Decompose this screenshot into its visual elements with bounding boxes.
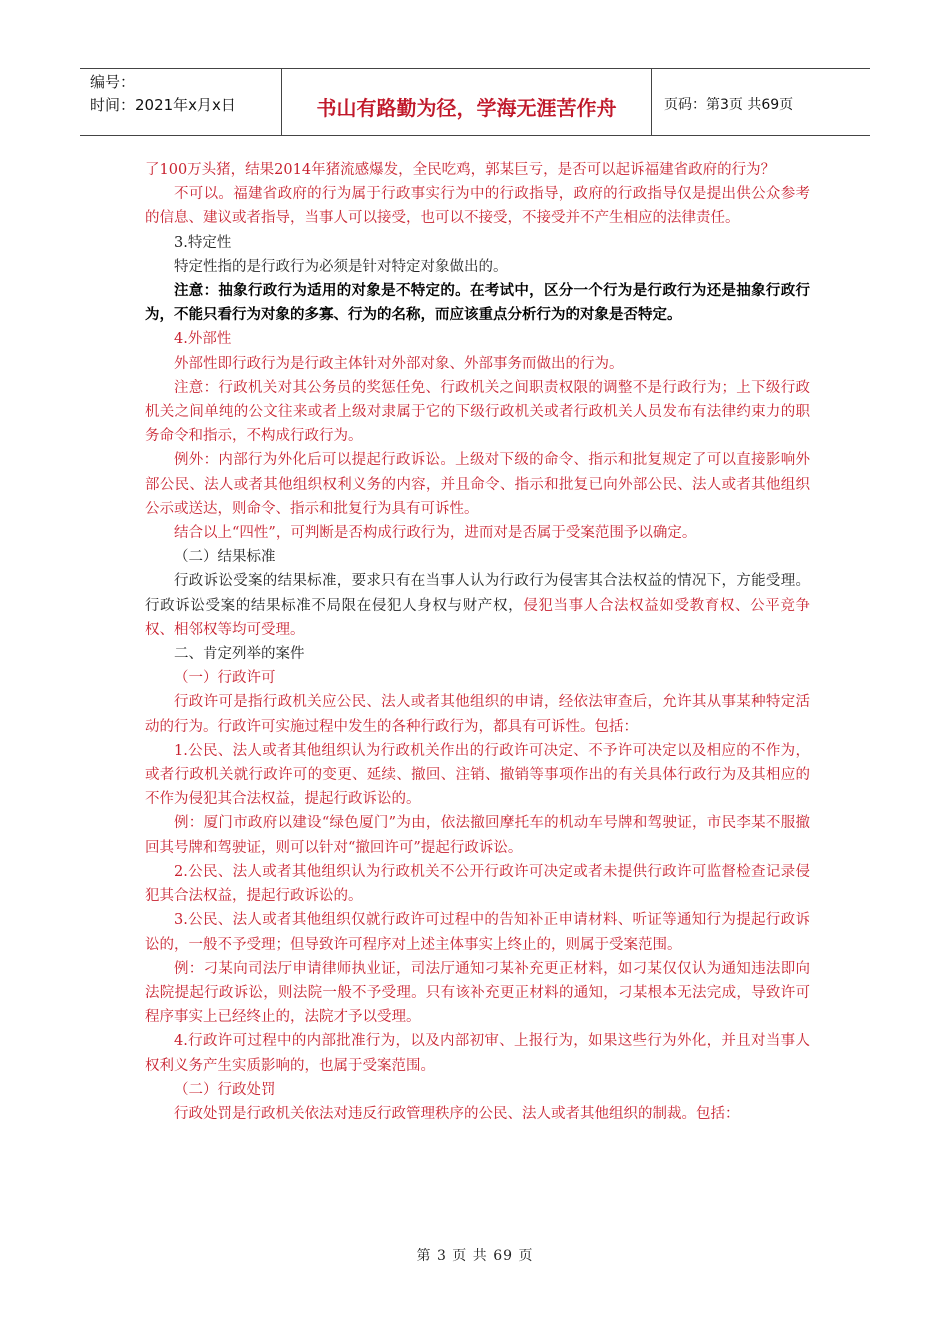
- paragraph: 特定性指的是行政行为必须是针对特定对象做出的。: [174, 258, 508, 275]
- paragraph: 3.公民、法人或者其他组织仅就行政许可过程中的告知补正申请材料、听证等通知行为提起行政诉讼的，一般不予受理；但导致许可程序对上述主体事实上终止的，则属于受案范围。: [145, 912, 810, 953]
- document-number-label: 编号：: [90, 73, 136, 91]
- section-heading: （一）行政许可: [174, 670, 276, 687]
- document-date-label: 时间：2021年x月x日: [90, 96, 236, 114]
- paragraph: 行政许可是指行政机关应公民、法人或者其他组织的申请，经依法审查后，允许其从事某种特定活动的行为。行政许可实施过程中发生的各种行政行为，都具有可诉性。包括：: [145, 694, 810, 735]
- paragraph: 外部性即行政行为是行政主体针对外部对象、外部事务而做出的行为。: [174, 355, 624, 372]
- paragraph-part: 行政诉讼受案的结果标准，要求只有在当事人认为行政行为侵害其合法权益的情况下，方能受理。行政诉讼受案的结果标准不局限在侵犯人身权与财产权，: [145, 573, 810, 614]
- section-heading: 3.特定性: [174, 234, 232, 251]
- paragraph: [145, 569, 810, 642]
- paragraph: 了100万头猪，结果2014年猪流感爆发，全民吃鸡，郭某巨亏，是否可以起诉福建省政府的行为？: [145, 162, 776, 178]
- header-meta: [80, 69, 282, 135]
- paragraph: 结合以上“四性”，可判断是否构成行政行为，进而对是否属于受案范围予以确定。: [174, 525, 697, 542]
- paragraph: 不可以。福建省政府的行为属于行政事实行为中的行政指导，政府的行政指导仅是提出供公众参考的信息、建议或者指导，当事人可以接受，也可以不接受，不接受并不产生相应的法律责任。: [145, 186, 810, 227]
- paragraph: 例外：内部行为外化后可以提起行政诉讼。上级对下级的命令、指示和批复规定了可以直接影响外部公民、法人或者其他组织权利义务的内容，并且命令、指示和批复已向外部公民、法人或者其他组织公示或送达，则命令、指示和批复行为具有可诉性。: [145, 452, 810, 517]
- paragraph: 例：厦门市政府以建设“绿色厦门”为由，依法撤回摩托车的机动车号牌和驾驶证，市民李某不服撤回其号牌和驾驶证，则可以针对“撤回许可”提起行政诉讼。: [145, 815, 810, 856]
- paragraph: 例：刁某向司法厅申请律师执业证，司法厅通知刁某补充更正材料，如刁某仅仅认为通知违法即向法院提起行政诉讼，则法院一般不予受理。只有该补充更正材料的通知，刁某根本无法完成，导致许可程序事实上已经终止的，法院才予以受理。: [145, 960, 810, 1026]
- paragraph-part-highlight: 侵犯当事人合法权益如受教育权、公平竞争权、相邻权等均可受理。: [145, 597, 811, 638]
- section-heading: （二）行政处罚: [174, 1081, 276, 1098]
- note-paragraph: 注意：抽象行政行为适用的对象是不特定的。在考试中，区分一个行为是行政行为还是抽象行政行为，不能只看行为对象的多寡、行为的名称，而应该重点分析行为的对象是否特定。: [145, 283, 810, 324]
- header-page-info: 页码：第3页 共69页: [664, 97, 794, 113]
- paragraph: 注意：行政机关对其公务员的奖惩任免、行政机关之间职责权限的调整不是行政行为；上下级行政机关之间单纯的公文往来或者上级对隶属于它的下级行政机关或者行政机关人员发布有法律约束力的职务命令和指示，不构成行政行为。: [145, 379, 810, 445]
- paragraph: 2.公民、法人或者其他组织认为行政机关不公开行政许可决定或者未提供行政许可监督检查记录侵犯其合法权益，提起行政诉讼的。: [145, 863, 810, 905]
- page-footer: 第 3 页 共 69 页: [416, 1248, 534, 1264]
- paragraph: 1.公民、法人或者其他组织认为行政机关作出的行政许可决定、不予许可决定以及相应的不作为，或者行政机关就行政许可的变更、延续、撤回、注销、撤销等事项作出的有关具体行政行为及其相应的不作为侵犯其合法权益，提起行政诉讼的。: [145, 742, 810, 808]
- paragraph: 4.行政许可过程中的内部批准行为，以及内部初审、上报行为，如果这些行为外化，并且对当事人权利义务产生实质影响的，也属于受案范围。: [145, 1033, 810, 1074]
- section-heading: 二、肯定列举的案件: [174, 646, 305, 663]
- paragraph: 行政处罚是行政机关依法对违反行政管理秩序的公民、法人或者其他组织的制裁。包括：: [174, 1105, 740, 1122]
- section-heading: 4.外部性: [174, 331, 232, 348]
- section-heading: （二）结果标准: [174, 549, 276, 566]
- header-motto: 书山有路勤为径，学海无涯苦作舟: [282, 69, 652, 135]
- page-header: [80, 68, 870, 136]
- document-body: [145, 158, 810, 1126]
